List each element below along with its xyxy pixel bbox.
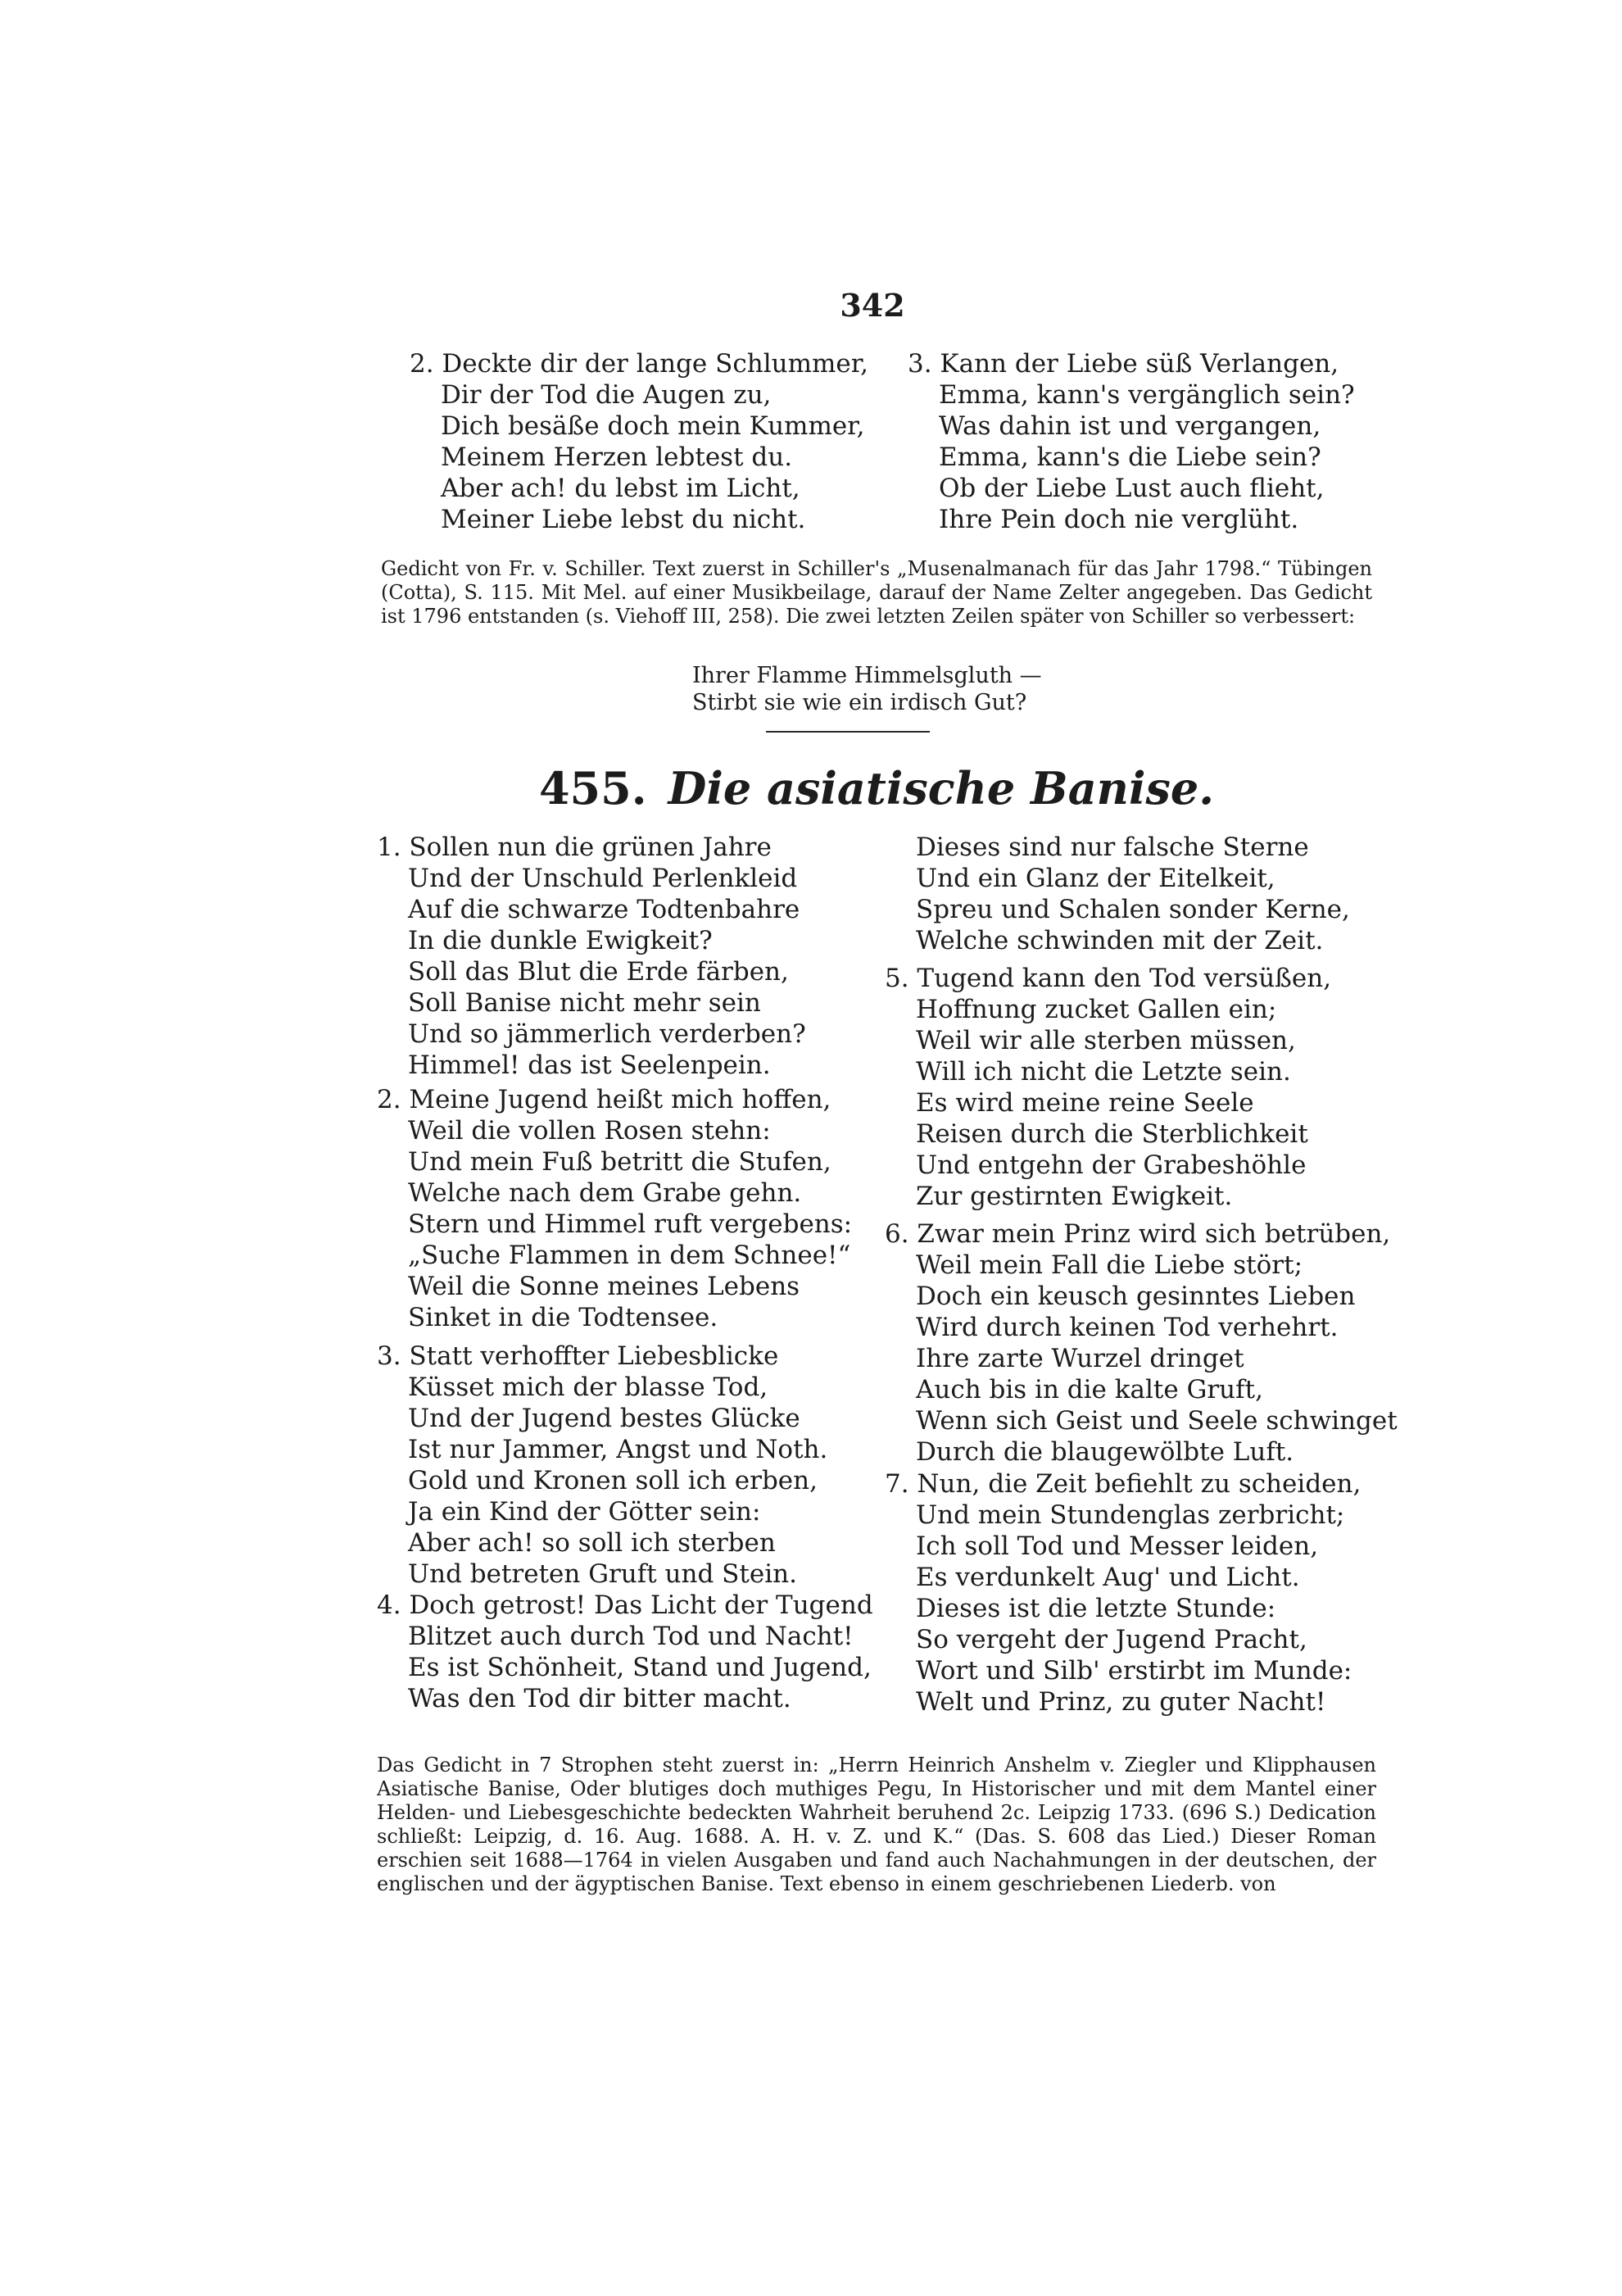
song-stanza-4-continued bbox=[885, 832, 1350, 956]
song-number: 455. bbox=[538, 762, 647, 814]
stanza-line: Auf die schwarze Todtenbahre bbox=[408, 895, 800, 924]
divider bbox=[766, 731, 930, 733]
stanza-line: Weil mein Fall die Liebe stört; bbox=[916, 1250, 1303, 1280]
stanza-line: Und ein Glanz der Eitelkeit, bbox=[916, 864, 1275, 893]
quote-line: Ihrer Flamme Himmelsgluth — bbox=[692, 663, 1042, 688]
stanza-line: Es wird meine reine Seele bbox=[916, 1088, 1254, 1118]
previous-song-note bbox=[381, 557, 1372, 628]
quote-line: Stirbt sie wie ein irdisch Gut? bbox=[692, 690, 1027, 715]
stanza-line: Hoffnung zucket Gallen ein; bbox=[916, 995, 1277, 1024]
stanza-line: Auch bis in die kalte Gruft, bbox=[916, 1375, 1263, 1404]
stanza-line: Welche nach dem Grabe gehn. bbox=[408, 1178, 802, 1208]
stanza-line: 2. Meine Jugend heißt mich hoffen, bbox=[377, 1085, 831, 1114]
stanza-line: Und der Unschuld Perlenkleid bbox=[408, 864, 798, 893]
stanza-line: Will ich nicht die Letzte sein. bbox=[916, 1057, 1291, 1087]
stanza-line: Sinket in die Todtensee. bbox=[408, 1303, 718, 1332]
stanza-line: Ich soll Tod und Messer leiden, bbox=[916, 1531, 1319, 1561]
stanza-line: 4. Doch getrost! Das Licht der Tugend bbox=[377, 1590, 873, 1620]
stanza-line: Zur gestirnten Ewigkeit. bbox=[916, 1182, 1233, 1211]
stanza-line: 3. Kann der Liebe süß Verlangen, bbox=[908, 349, 1339, 379]
stanza-line: 3. Statt verhoffter Liebesblicke bbox=[377, 1341, 779, 1371]
revised-lines-quote bbox=[692, 662, 1042, 716]
stanza-line: Weil die vollen Rosen stehn: bbox=[408, 1116, 771, 1146]
stanza-line: Soll das Blut die Erde färben, bbox=[408, 957, 789, 987]
stanza-line: Küsset mich der blasse Tod, bbox=[408, 1373, 768, 1402]
note-text: Das Gedicht in 7 Strophen steht zuerst in: „Herrn Heinrich Anshelm v. Ziegler und Klipphausen Asiatische Banise, Oder blutiges doch muthiges Pegu, In Historischer und mit dem Mantel einer Helden- und Liebesgeschichte bedeckten Wahrheit beruhend 2c. Leipzig 1733. (696 S.) Dedication schließt: Leipzig, d. 16. Aug. 1688. A. H. v. Z. und K.“ (Das. S. 608 das Lied.) Dieser Roman erschien seit 1688—1764 in vielen Ausgaben und fand auch Nachahmungen in der deutschen, der englischen und der ägyptischen Banise. Text ebenso in einem geschriebenen Liederb. von bbox=[377, 1754, 1376, 1895]
stanza-line: Reisen durch die Sterblichkeit bbox=[916, 1119, 1308, 1149]
stanza-line: 7. Nun, die Zeit befiehlt zu scheiden, bbox=[885, 1469, 1361, 1499]
stanza-line: Dieses sind nur falsche Sterne bbox=[916, 833, 1309, 862]
song-stanza-1 bbox=[377, 832, 806, 1081]
stanza-line: 5. Tugend kann den Tod versüßen, bbox=[885, 964, 1332, 993]
stanza-line: Soll Banise nicht mehr sein bbox=[408, 988, 761, 1018]
stanza-line: Und mein Stundenglas zerbricht; bbox=[916, 1500, 1345, 1530]
stanza-line: Ihre zarte Wurzel dringet bbox=[916, 1344, 1244, 1373]
stanza-line: Himmel! das ist Seelenpein. bbox=[408, 1050, 771, 1080]
stanza-line: Wenn sich Geist und Seele schwinget bbox=[916, 1406, 1398, 1436]
stanza-line: Emma, kann's die Liebe sein? bbox=[939, 442, 1321, 472]
stanza-line: Und mein Fuß betritt die Stufen, bbox=[408, 1147, 831, 1177]
stanza-line: Stern und Himmel ruft vergebens: bbox=[408, 1209, 853, 1239]
stanza-line: Ob der Liebe Lust auch flieht, bbox=[939, 474, 1325, 503]
stanza-line: Aber ach! du lebst im Licht, bbox=[441, 474, 800, 503]
stanza-line: Ihre Pein doch nie verglüht. bbox=[939, 505, 1299, 534]
song-stanza-3 bbox=[377, 1341, 827, 1590]
stanza-line: Was den Tod dir bitter macht. bbox=[408, 1684, 791, 1713]
song-stanza-2 bbox=[377, 1084, 852, 1333]
stanza-line: Aber ach! so soll ich sterben bbox=[408, 1528, 776, 1558]
stanza-line: Es ist Schönheit, Stand und Jugend, bbox=[408, 1653, 872, 1682]
stanza-line: Und der Jugend bestes Glücke bbox=[408, 1404, 800, 1433]
stanza-line: Weil wir alle sterben müssen, bbox=[916, 1026, 1296, 1055]
stanza-line: Welt und Prinz, zu guter Nacht! bbox=[916, 1687, 1326, 1717]
stanza-line: Ist nur Jammer, Angst und Noth. bbox=[408, 1435, 828, 1464]
stanza-line: Und betreten Gruft und Stein. bbox=[408, 1559, 797, 1589]
stanza-line: 2. Deckte dir der lange Schlummer, bbox=[410, 349, 868, 379]
stanza-line: 1. Sollen nun die grünen Jahre bbox=[377, 833, 772, 862]
stanza-line: Spreu und Schalen sonder Kerne, bbox=[916, 895, 1350, 924]
stanza-line: Gold und Kronen soll ich erben, bbox=[408, 1466, 818, 1495]
stanza-line: Doch ein keusch gesinntes Lieben bbox=[916, 1282, 1356, 1311]
stanza-line: Ja ein Kind der Götter sein: bbox=[408, 1497, 761, 1527]
stanza-line: In die dunkle Ewigkeit? bbox=[408, 926, 713, 955]
stanza-line: Dir der Tod die Augen zu, bbox=[441, 380, 772, 410]
stanza-line: Blitzet auch durch Tod und Nacht! bbox=[408, 1622, 854, 1651]
stanza-line: Meinem Herzen lebtest du. bbox=[441, 442, 793, 472]
stanza-line: Wort und Silb' erstirbt im Munde: bbox=[916, 1656, 1352, 1686]
stanza-line: Dich besäße doch mein Kummer, bbox=[441, 411, 865, 441]
previous-stanza-3 bbox=[908, 348, 1355, 535]
song-source-note bbox=[377, 1754, 1376, 1896]
song-stanza-4 bbox=[377, 1590, 873, 1714]
note-text: Gedicht von Fr. v. Schiller. Text zuerst in Schiller's „Musenalmanach für das Jahr 1798.“ Tübingen (Cotta), S. 115. Mit Mel. auf einer Musikbeilage, darauf der Name Zelter angegeben. Das Gedicht ist 1796 entstanden (s. Viehoff III, 258). Die zwei letzten Zeilen später von Schiller so verbessert: bbox=[381, 557, 1372, 628]
stanza-line: Und so jämmerlich verderben? bbox=[408, 1019, 806, 1049]
stanza-line: Meiner Liebe lebst du nicht. bbox=[441, 505, 806, 534]
stanza-line: Weil die Sonne meines Lebens bbox=[408, 1272, 800, 1301]
stanza-line: 6. Zwar mein Prinz wird sich betrüben, bbox=[885, 1219, 1391, 1249]
song-stanza-7 bbox=[885, 1468, 1361, 1717]
stanza-line: Durch die blaugewölbte Luft. bbox=[916, 1437, 1294, 1467]
song-heading bbox=[0, 762, 1622, 814]
stanza-line: Dieses ist die letzte Stunde: bbox=[916, 1594, 1276, 1623]
stanza-line: So vergeht der Jugend Pracht, bbox=[916, 1625, 1307, 1654]
stanza-line: Es verdunkelt Aug' und Licht. bbox=[916, 1563, 1300, 1592]
page-number: 342 bbox=[840, 287, 905, 324]
song-title: Die asiatische Banise. bbox=[668, 762, 1215, 814]
stanza-line: Emma, kann's vergänglich sein? bbox=[939, 380, 1355, 410]
stanza-line: Wird durch keinen Tod verhehrt. bbox=[916, 1313, 1339, 1342]
stanza-line: Und entgehn der Grabeshöhle bbox=[916, 1150, 1307, 1180]
stanza-line: Was dahin ist und vergangen, bbox=[939, 411, 1321, 441]
song-stanza-5 bbox=[885, 963, 1331, 1212]
previous-stanza-2 bbox=[410, 348, 868, 535]
stanza-line: Welche schwinden mit der Zeit. bbox=[916, 926, 1324, 955]
stanza-line: „Suche Flammen in dem Schnee!“ bbox=[408, 1241, 851, 1270]
song-stanza-6 bbox=[885, 1218, 1398, 1468]
